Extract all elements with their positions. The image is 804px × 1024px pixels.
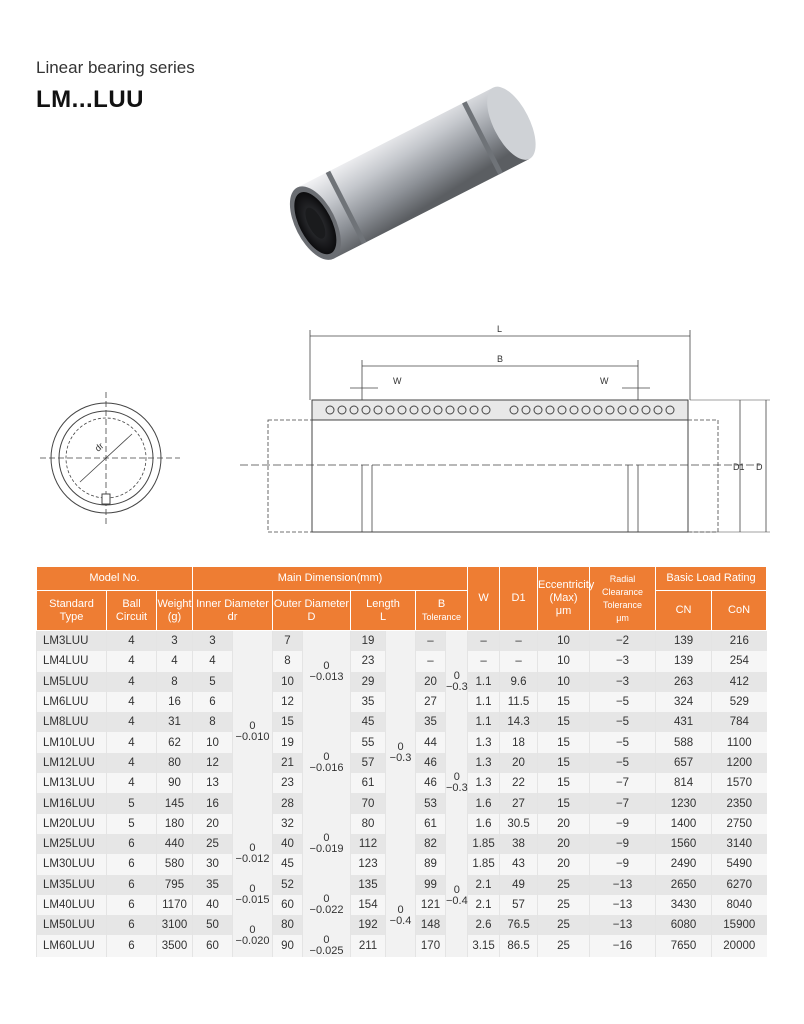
cell-eccentricity: 15: [538, 773, 590, 793]
cell-D1: –: [500, 631, 538, 652]
cell-B: –: [416, 631, 446, 652]
header-ball-circuit: Ball Circuit: [107, 591, 157, 631]
outer-tolerance-value: 0 −0.025: [309, 934, 344, 958]
inner-tolerance-value: 0 −0.020: [235, 924, 270, 948]
cell-length: 112: [351, 834, 386, 854]
cell-B: 46: [416, 753, 446, 773]
cell-inner-diameter: 60: [193, 935, 233, 957]
cell-outer-diameter: 12: [273, 692, 303, 712]
cell-length: 45: [351, 712, 386, 732]
cell-D1: –: [500, 651, 538, 671]
cell-CN: 657: [656, 753, 712, 773]
cell-weight: 1170: [157, 895, 193, 915]
cell-inner-diameter: 8: [193, 712, 233, 732]
cell-W: 2.6: [468, 915, 500, 935]
D-label: D: [756, 462, 763, 472]
cell-outer-diameter: 7: [273, 631, 303, 652]
cell-W: 2.1: [468, 895, 500, 915]
cell-weight: 3: [157, 631, 193, 652]
cell-length: 57: [351, 753, 386, 773]
cell-radial-clearance: −13: [590, 875, 656, 895]
header-W: W: [468, 567, 500, 631]
cell-length: 135: [351, 875, 386, 895]
header-B: B Tolerance: [416, 591, 468, 631]
cell-length: 154: [351, 895, 386, 915]
cell-D1: 57: [500, 895, 538, 915]
cell-ball-circuit: 6: [107, 834, 157, 854]
cell-length: 29: [351, 672, 386, 692]
cell-B: 35: [416, 712, 446, 732]
cell-outer-diameter: 52: [273, 875, 303, 895]
D1-label: D1: [733, 462, 745, 472]
cell-W: 1.6: [468, 814, 500, 834]
cell-eccentricity: 15: [538, 712, 590, 732]
cell-CN: 1230: [656, 793, 712, 813]
cell-length: 192: [351, 915, 386, 935]
cell-CoN: 15900: [712, 915, 767, 935]
cell-eccentricity: 15: [538, 753, 590, 773]
cell-CN: 139: [656, 631, 712, 652]
outer-tolerance: [303, 712, 351, 813]
cell-CN: 814: [656, 773, 712, 793]
header-model-no: Model No.: [37, 567, 193, 591]
b-tolerance-value: 0 −0.3: [446, 771, 468, 795]
cell-CoN: 5490: [712, 854, 767, 874]
inner-tolerance: [233, 834, 273, 875]
technical-drawing: [0, 300, 804, 550]
cell-model: LM12LUU: [37, 753, 107, 773]
cell-model: LM20LUU: [37, 814, 107, 834]
cell-B: 53: [416, 793, 446, 813]
header-main-dimension: Main Dimension(mm): [193, 567, 468, 591]
cell-eccentricity: 25: [538, 895, 590, 915]
header-eccentricity: Eccentricity (Max) μm: [538, 567, 590, 631]
cell-length: 55: [351, 732, 386, 752]
cell-W: –: [468, 651, 500, 671]
cell-ball-circuit: 4: [107, 773, 157, 793]
cell-B: 148: [416, 915, 446, 935]
cell-B: 99: [416, 875, 446, 895]
inner-tolerance-value: 0 −0.015: [235, 882, 270, 906]
inner-tolerance: [233, 631, 273, 834]
cell-CoN: 1100: [712, 732, 767, 752]
outer-tolerance: [303, 814, 351, 875]
cell-weight: 31: [157, 712, 193, 732]
cell-CN: 7650: [656, 935, 712, 957]
cell-radial-clearance: −7: [590, 773, 656, 793]
length-tolerance: [386, 875, 416, 958]
cell-W: 1.3: [468, 732, 500, 752]
cell-model: LM6LUU: [37, 692, 107, 712]
cell-CoN: 3140: [712, 834, 767, 854]
cell-D1: 30.5: [500, 814, 538, 834]
b-tolerance-value: 0 −0.3: [446, 669, 468, 693]
cell-eccentricity: 10: [538, 651, 590, 671]
cell-model: LM25LUU: [37, 834, 107, 854]
cell-D1: 9.6: [500, 672, 538, 692]
cell-radial-clearance: −2: [590, 631, 656, 652]
cell-outer-diameter: 60: [273, 895, 303, 915]
cell-D1: 18: [500, 732, 538, 752]
cell-ball-circuit: 6: [107, 895, 157, 915]
cell-B: 82: [416, 834, 446, 854]
cell-D1: 22: [500, 773, 538, 793]
cell-W: 1.1: [468, 712, 500, 732]
cell-weight: 3100: [157, 915, 193, 935]
cell-ball-circuit: 6: [107, 935, 157, 957]
cell-model: LM40LUU: [37, 895, 107, 915]
cell-CoN: 6270: [712, 875, 767, 895]
cell-D1: 38: [500, 834, 538, 854]
series-title: LM...LUU: [36, 86, 144, 113]
cell-inner-diameter: 3: [193, 631, 233, 652]
outer-tolerance-value: 0 −0.022: [309, 893, 344, 916]
cell-outer-diameter: 32: [273, 814, 303, 834]
cell-inner-diameter: 5: [193, 672, 233, 692]
cell-outer-diameter: 23: [273, 773, 303, 793]
cell-CN: 139: [656, 651, 712, 671]
cell-model: LM10LUU: [37, 732, 107, 752]
cell-weight: 8: [157, 672, 193, 692]
cell-D1: 14.3: [500, 712, 538, 732]
cell-weight: 80: [157, 753, 193, 773]
cell-inner-diameter: 10: [193, 732, 233, 752]
length-tolerance-value: 0 −0.3: [389, 740, 412, 764]
cell-model: LM3LUU: [37, 631, 107, 652]
cell-weight: 795: [157, 875, 193, 895]
cell-radial-clearance: −9: [590, 854, 656, 874]
cell-CN: 1400: [656, 814, 712, 834]
b-tolerance: [446, 732, 468, 833]
cell-radial-clearance: −5: [590, 753, 656, 773]
cell-W: 1.1: [468, 692, 500, 712]
series-subtitle: Linear bearing series: [36, 58, 195, 77]
cell-inner-diameter: 20: [193, 814, 233, 834]
B-label: B: [497, 354, 504, 364]
cell-ball-circuit: 4: [107, 631, 157, 652]
cell-eccentricity: 20: [538, 814, 590, 834]
header-standard-type: Standard Type: [37, 591, 107, 631]
outer-tolerance-value: 0 −0.016: [309, 750, 344, 774]
cell-weight: 180: [157, 814, 193, 834]
cell-ball-circuit: 5: [107, 814, 157, 834]
header-radial-clearance: Radial Clearance Tolerance μm: [590, 567, 656, 631]
cell-ball-circuit: 4: [107, 651, 157, 671]
cell-outer-diameter: 21: [273, 753, 303, 773]
cell-outer-diameter: 8: [273, 651, 303, 671]
cell-D1: 76.5: [500, 915, 538, 935]
cell-ball-circuit: 6: [107, 915, 157, 935]
header-weight: Weight (g): [157, 591, 193, 631]
cell-length: 35: [351, 692, 386, 712]
cell-length: 80: [351, 814, 386, 834]
cell-weight: 4: [157, 651, 193, 671]
inner-tolerance-value: 0 −0.012: [235, 842, 270, 866]
cell-CoN: 412: [712, 672, 767, 692]
header-D1: D1: [500, 567, 538, 631]
cell-model: LM8LUU: [37, 712, 107, 732]
cell-CN: 2650: [656, 875, 712, 895]
cell-D1: 27: [500, 793, 538, 813]
cell-outer-diameter: 19: [273, 732, 303, 752]
cell-CoN: 2750: [712, 814, 767, 834]
cell-inner-diameter: 40: [193, 895, 233, 915]
cell-outer-diameter: 10: [273, 672, 303, 692]
cell-inner-diameter: 6: [193, 692, 233, 712]
cell-CN: 3430: [656, 895, 712, 915]
side-view: [240, 330, 770, 532]
outer-tolerance-value: 0 −0.013: [309, 659, 344, 683]
cell-CoN: 529: [712, 692, 767, 712]
cell-ball-circuit: 6: [107, 875, 157, 895]
cell-radial-clearance: −5: [590, 732, 656, 752]
b-tolerance-value: 0 −0.4: [446, 883, 468, 907]
inner-tolerance: [233, 875, 273, 916]
cell-CN: 431: [656, 712, 712, 732]
cell-eccentricity: 10: [538, 631, 590, 652]
cell-length: 70: [351, 793, 386, 813]
cell-weight: 580: [157, 854, 193, 874]
cell-inner-diameter: 30: [193, 854, 233, 874]
cell-B: 89: [416, 854, 446, 874]
cell-length: 23: [351, 651, 386, 671]
cell-B: 61: [416, 814, 446, 834]
cell-eccentricity: 15: [538, 692, 590, 712]
cell-outer-diameter: 28: [273, 793, 303, 813]
cell-W: 1.85: [468, 854, 500, 874]
cell-model: LM4LUU: [37, 651, 107, 671]
cell-model: LM35LUU: [37, 875, 107, 895]
cell-W: 1.3: [468, 753, 500, 773]
cell-CoN: 216: [712, 631, 767, 652]
cell-W: –: [468, 631, 500, 652]
cell-CN: 1560: [656, 834, 712, 854]
table-row: [37, 631, 767, 652]
cell-CN: 588: [656, 732, 712, 752]
end-view: [40, 392, 180, 524]
cell-radial-clearance: −7: [590, 793, 656, 813]
cell-B: –: [416, 651, 446, 671]
cell-model: LM16LUU: [37, 793, 107, 813]
cell-eccentricity: 15: [538, 793, 590, 813]
outer-tolerance: [303, 875, 351, 936]
header-inner-diameter: Inner Diameter dr: [193, 591, 273, 631]
cell-D1: 43: [500, 854, 538, 874]
cell-ball-circuit: 6: [107, 854, 157, 874]
cell-B: 46: [416, 773, 446, 793]
length-tolerance: [386, 631, 416, 875]
cell-outer-diameter: 15: [273, 712, 303, 732]
cell-CoN: 1570: [712, 773, 767, 793]
b-tolerance: [446, 631, 468, 733]
cell-eccentricity: 25: [538, 875, 590, 895]
cell-ball-circuit: 4: [107, 732, 157, 752]
cell-model: LM5LUU: [37, 672, 107, 692]
cell-CoN: 2350: [712, 793, 767, 813]
cell-B: 170: [416, 935, 446, 957]
cell-outer-diameter: 45: [273, 854, 303, 874]
cell-B: 27: [416, 692, 446, 712]
inner-tolerance: [233, 915, 273, 957]
cell-inner-diameter: 13: [193, 773, 233, 793]
cell-radial-clearance: −5: [590, 712, 656, 732]
cell-weight: 3500: [157, 935, 193, 957]
spec-table: [36, 566, 767, 957]
header-outer-diameter: Outer Diameter D: [273, 591, 351, 631]
cell-outer-diameter: 80: [273, 915, 303, 935]
cell-length: 211: [351, 935, 386, 957]
cell-inner-diameter: 35: [193, 875, 233, 895]
cell-CN: 263: [656, 672, 712, 692]
outer-tolerance-value: 0 −0.019: [309, 832, 344, 856]
cell-inner-diameter: 12: [193, 753, 233, 773]
cell-weight: 90: [157, 773, 193, 793]
cell-D1: 86.5: [500, 935, 538, 957]
header-length: Length L: [351, 591, 416, 631]
cell-radial-clearance: −3: [590, 672, 656, 692]
cell-outer-diameter: 90: [273, 935, 303, 957]
cell-B: 44: [416, 732, 446, 752]
cell-CoN: 1200: [712, 753, 767, 773]
cell-weight: 16: [157, 692, 193, 712]
bearing-photo: [0, 0, 804, 300]
cell-W: 1.6: [468, 793, 500, 813]
cell-W: 2.1: [468, 875, 500, 895]
dr-label: dr: [92, 440, 106, 454]
cell-model: LM13LUU: [37, 773, 107, 793]
cell-eccentricity: 25: [538, 915, 590, 935]
cell-CoN: 784: [712, 712, 767, 732]
cell-radial-clearance: −5: [590, 692, 656, 712]
cell-eccentricity: 20: [538, 834, 590, 854]
cell-inner-diameter: 4: [193, 651, 233, 671]
cell-weight: 62: [157, 732, 193, 752]
cell-model: LM30LUU: [37, 854, 107, 874]
cell-D1: 49: [500, 875, 538, 895]
header-CN: CN: [656, 591, 712, 631]
cell-CoN: 8040: [712, 895, 767, 915]
table-row: [37, 875, 767, 895]
W-label-left: W: [393, 376, 402, 386]
cell-weight: 440: [157, 834, 193, 854]
cell-D1: 20: [500, 753, 538, 773]
cell-inner-diameter: 50: [193, 915, 233, 935]
cell-eccentricity: 25: [538, 935, 590, 957]
cell-model: LM60LUU: [37, 935, 107, 957]
L-label: L: [497, 324, 503, 334]
cell-length: 19: [351, 631, 386, 652]
spec-table-wrap: [36, 566, 766, 957]
cell-CN: 6080: [656, 915, 712, 935]
cell-CN: 324: [656, 692, 712, 712]
outer-tolerance: [303, 631, 351, 713]
cell-B: 20: [416, 672, 446, 692]
cell-radial-clearance: −9: [590, 814, 656, 834]
cell-ball-circuit: 5: [107, 793, 157, 813]
cell-D1: 11.5: [500, 692, 538, 712]
cell-radial-clearance: −13: [590, 915, 656, 935]
cell-ball-circuit: 4: [107, 692, 157, 712]
cell-ball-circuit: 4: [107, 672, 157, 692]
cell-eccentricity: 10: [538, 672, 590, 692]
cell-outer-diameter: 40: [273, 834, 303, 854]
b-tolerance: [446, 834, 468, 957]
cell-ball-circuit: 4: [107, 712, 157, 732]
length-tolerance-value: 0 −0.4: [389, 904, 412, 927]
outer-tolerance: [303, 935, 351, 957]
cell-eccentricity: 20: [538, 854, 590, 874]
header-CoN: CoN: [712, 591, 767, 631]
cell-inner-diameter: 16: [193, 793, 233, 813]
inner-tolerance-value: 0 −0.010: [235, 720, 270, 744]
cell-W: 1.85: [468, 834, 500, 854]
cell-model: LM50LUU: [37, 915, 107, 935]
cell-radial-clearance: −16: [590, 935, 656, 957]
cell-radial-clearance: −13: [590, 895, 656, 915]
cell-W: 1.1: [468, 672, 500, 692]
cell-CoN: 20000: [712, 935, 767, 957]
cell-B: 121: [416, 895, 446, 915]
cell-CN: 2490: [656, 854, 712, 874]
header-basic-load: Basic Load Rating: [656, 567, 767, 591]
cell-W: 3.15: [468, 935, 500, 957]
cell-radial-clearance: −9: [590, 834, 656, 854]
cell-W: 1.3: [468, 773, 500, 793]
cell-ball-circuit: 4: [107, 753, 157, 773]
cell-length: 61: [351, 773, 386, 793]
cell-weight: 145: [157, 793, 193, 813]
cell-inner-diameter: 25: [193, 834, 233, 854]
cell-radial-clearance: −3: [590, 651, 656, 671]
cell-CoN: 254: [712, 651, 767, 671]
cell-length: 123: [351, 854, 386, 874]
cell-eccentricity: 15: [538, 732, 590, 752]
W-label-right: W: [600, 376, 609, 386]
